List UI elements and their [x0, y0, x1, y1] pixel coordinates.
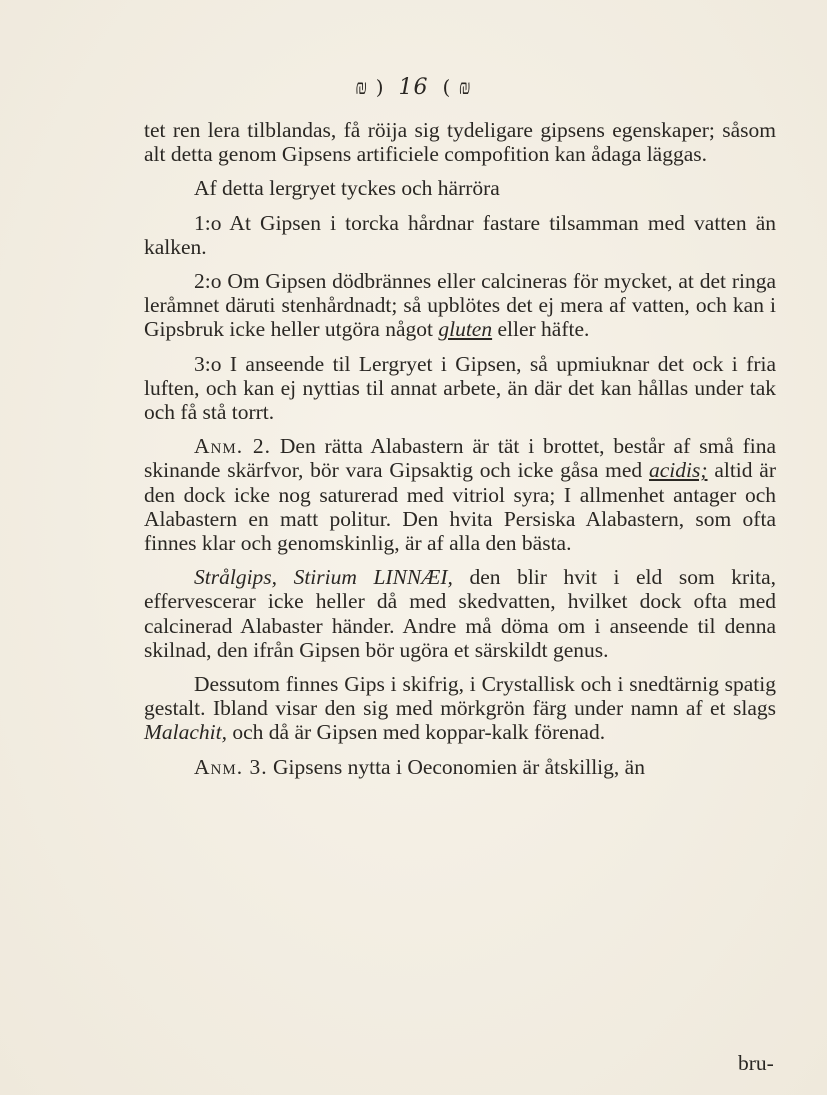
paragraph-1: tet ren lera tilblandas, få röija sig tydeligare gipsens egenskaper; såsom alt detta genom Gipsens artificiele compofition kan ådaga läggas. [144, 118, 776, 167]
malachit-term: Malachit, [144, 720, 227, 745]
paragraph-3: 1:o At Gipsen i torcka hårdnar fastare tilsamman med vatten än kalken. [144, 210, 776, 259]
paragraph-8 [144, 672, 776, 745]
stralgips-term: Strålgips, Stirium LINNÆI, [194, 565, 453, 590]
paragraph-2: Af detta lergryet tyckes och härröra [194, 176, 500, 201]
paragraph-stralgips [144, 565, 776, 662]
gluten-term: gluten [438, 317, 493, 342]
page-header [0, 74, 827, 100]
paragraph-4-end: eller häfte. [497, 317, 590, 342]
paragraph-5: 3:o I anseende til Lergryet i Gipsen, så upmiuknar det ock i fria luften, och kan ej nyttias til annat arbete, än där det kan hållas under tak och få stå torrt. [144, 351, 776, 425]
page-number: 16 [398, 74, 429, 100]
note-2-text-b: altid är den dock icke nog saturerad med vitriol syra; I allmenhet antager och Alabastern en matt politur. Den hvita Persiska Alabastern, som ofta finnes klar och genomskinlig, är af alla den bästa. [144, 458, 777, 556]
note-3-label: Anm. 3. [194, 754, 268, 779]
note-3 [144, 755, 776, 779]
paragraph-8-text-b: och då är Gipsen med koppar-kalk förenad. [232, 720, 606, 745]
paragraph-8-text-a: Dessutom finnes Gips i skifrig, i Crystallisk och i snedtärnig spatig gestalt. Ibland visar den sig med mörkgrön färg under namn af et slags [144, 672, 776, 721]
acidis-term: acidis; [648, 458, 708, 483]
note-2 [144, 434, 776, 555]
note-2-text-a: Den rätta Alabastern är tät i brottet, består af små fina skinande skärfvor, bör vara Gipsaktig och icke gåsa med [144, 434, 777, 483]
ornament-right-icon: ( ₪ [442, 74, 472, 99]
ornament-left-icon: ₪ ) [355, 74, 385, 99]
note-2-label: Anm. 2. [194, 434, 272, 459]
paragraph-4 [144, 269, 776, 342]
note-3-text: Gipsens nytta i Oeconomien är åtskillig, än [272, 754, 645, 779]
paragraph-4-text: 2:o Om Gipsen dödbrännes eller calcineras för mycket, at det ringa leråmnet däruti stenhårdnadt; så upblötes det ej mera af vatten, och kan i Gipsbruk icke heller utgöra något [144, 269, 776, 342]
paragraph-stralgips-text: den blir hvit i eld som krita, effervescerar icke heller då med skedvatten, hvilket dock ofta med calcinerad Alabaster händer. Andre må döma om i anseende til denna skilnad, den ifrån Gipsen bör ugöra et särskildt genus. [144, 565, 777, 662]
catchword: bru- [738, 1051, 774, 1075]
body-text [144, 118, 776, 779]
